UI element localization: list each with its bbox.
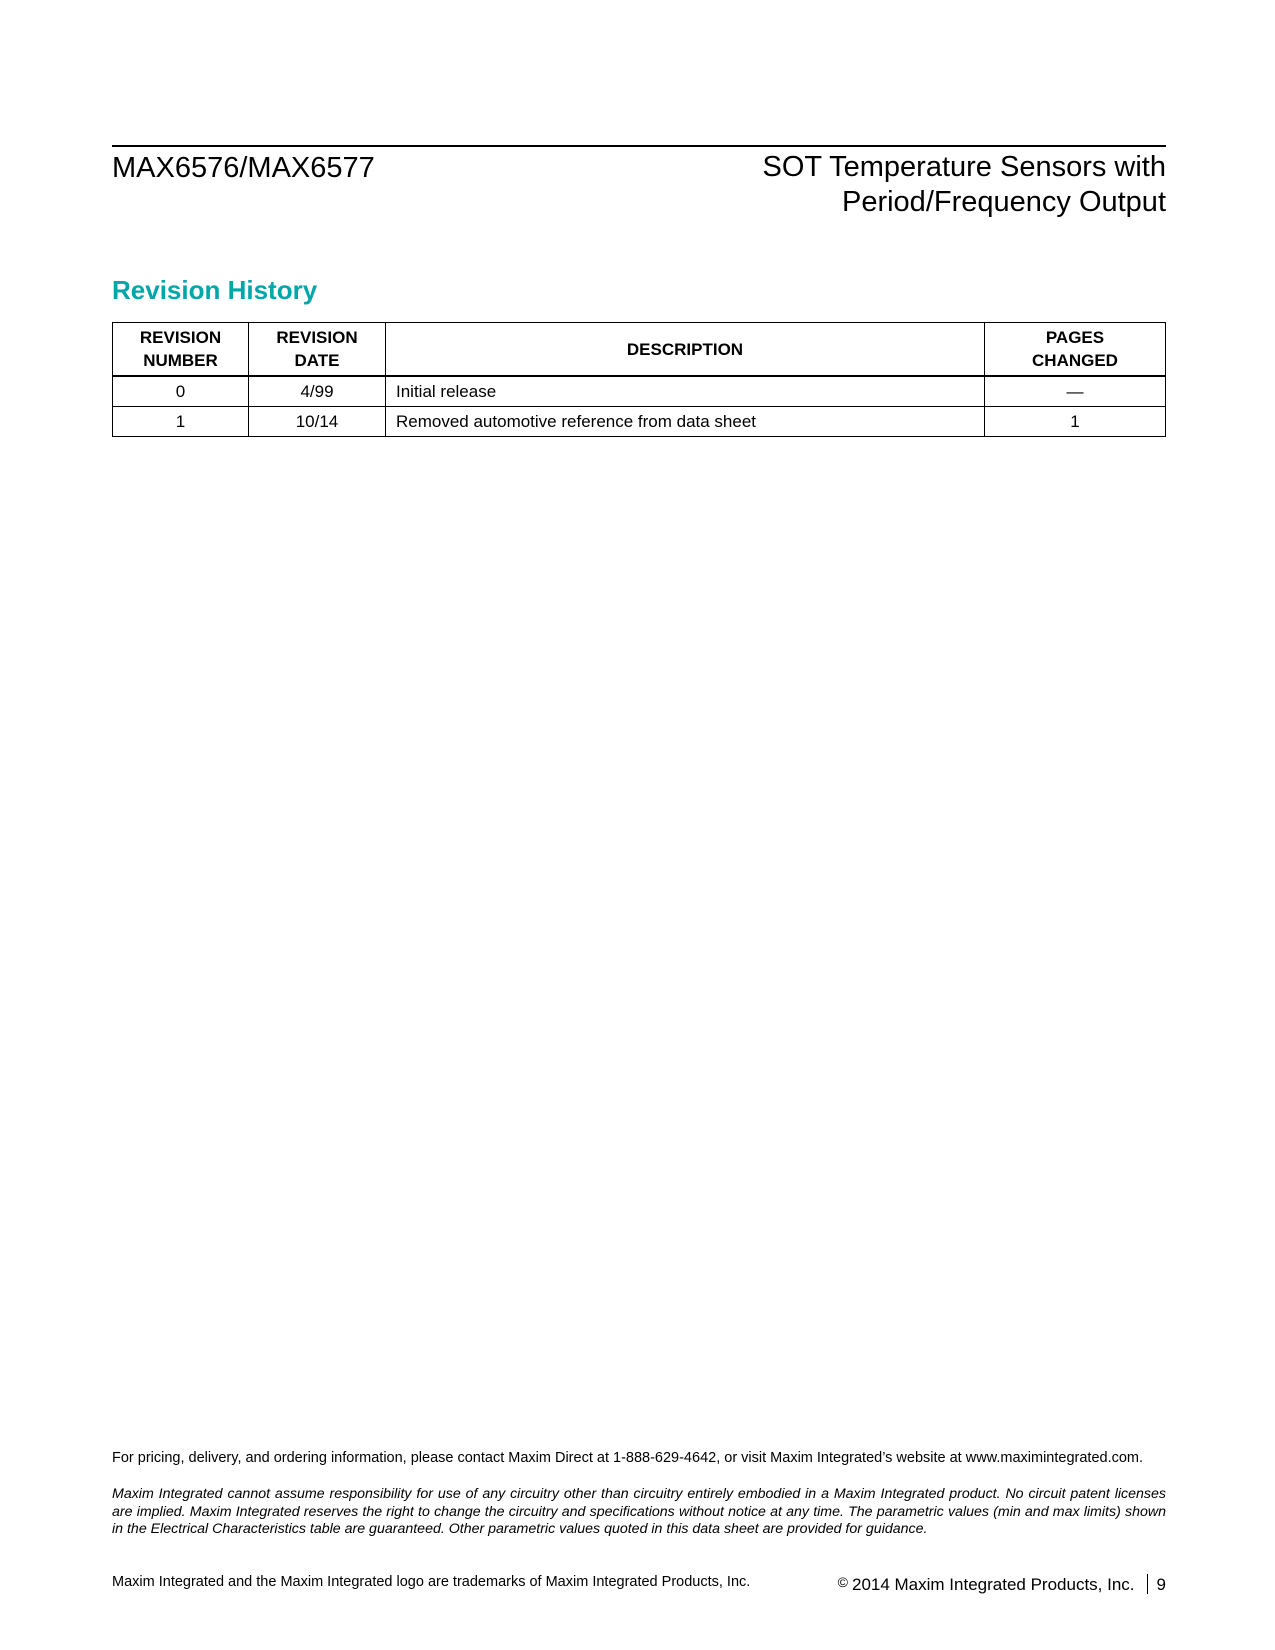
page-number: 9: [1156, 1575, 1166, 1594]
header-label: DATE: [294, 351, 340, 370]
footer-bottom: [112, 1571, 1166, 1593]
copyright-text: 2014 Maxim Integrated Products, Inc.: [851, 1575, 1135, 1594]
cell-description: Removed automotive reference from data sheet: [386, 407, 985, 437]
cell-pages-changed: 1: [985, 407, 1166, 437]
part-number: MAX6576/MAX6577: [112, 152, 375, 184]
header-revision-date: [249, 323, 386, 377]
cell-pages-changed: —: [985, 376, 1166, 407]
copyright-icon: ©: [837, 1574, 848, 1590]
footer-legal-disclaimer: Maxim Integrated cannot assume responsibility for use of any circuitry other than circuitry entirely embodied in a Maxim Integrated product. No circuit patent licenses are implied. Maxim Integrated reserves the right to change the circuitry and specifications without notice at any time. The parametric values (min and max limits) shown in the Electrical Characteristics table are guaranteed. Other parametric values quoted in this data sheet are provided for guidance.: [112, 1486, 1166, 1538]
cell-revision-date: 4/99: [249, 376, 386, 407]
cell-revision-date: 10/14: [249, 407, 386, 437]
header-pages-changed: [985, 323, 1166, 377]
footer-contact-info: For pricing, delivery, and ordering information, please contact Maxim Direct at 1-888-629-4642, or visit Maxim Integrated’s website at www.maximintegrated.com.: [112, 1450, 1144, 1466]
table-header-row: [113, 323, 1166, 377]
header-description: [386, 323, 985, 377]
footer-copyright: [838, 1571, 1166, 1596]
cell-description: Initial release: [386, 376, 985, 407]
revision-history-table: [112, 322, 1166, 437]
document-title-line-2: Period/Frequency Output: [841, 186, 1166, 218]
header-label: NUMBER: [143, 351, 218, 370]
header-label: PAGES: [1045, 328, 1105, 347]
header-label: REVISION: [139, 328, 222, 347]
section-title: Revision History: [112, 275, 318, 305]
header-rule: [112, 145, 1166, 147]
header-label: DESCRIPTION: [626, 339, 744, 359]
cell-revision-number: 1: [113, 407, 249, 437]
footer-trademark: Maxim Integrated and the Maxim Integrated logo are trademarks of Maxim Integrated Products, Inc.: [112, 1574, 751, 1590]
page-separator: [1147, 1574, 1148, 1594]
header-label: CHANGED: [1032, 351, 1118, 370]
document-title-line-1: SOT Temperature Sensors with: [762, 151, 1166, 183]
header-label: REVISION: [276, 328, 358, 347]
document-title: [763, 150, 1167, 220]
table-row: [113, 407, 1166, 437]
cell-revision-number: 0: [113, 376, 249, 407]
table-row: [113, 376, 1166, 407]
header-revision-number: [113, 323, 249, 377]
